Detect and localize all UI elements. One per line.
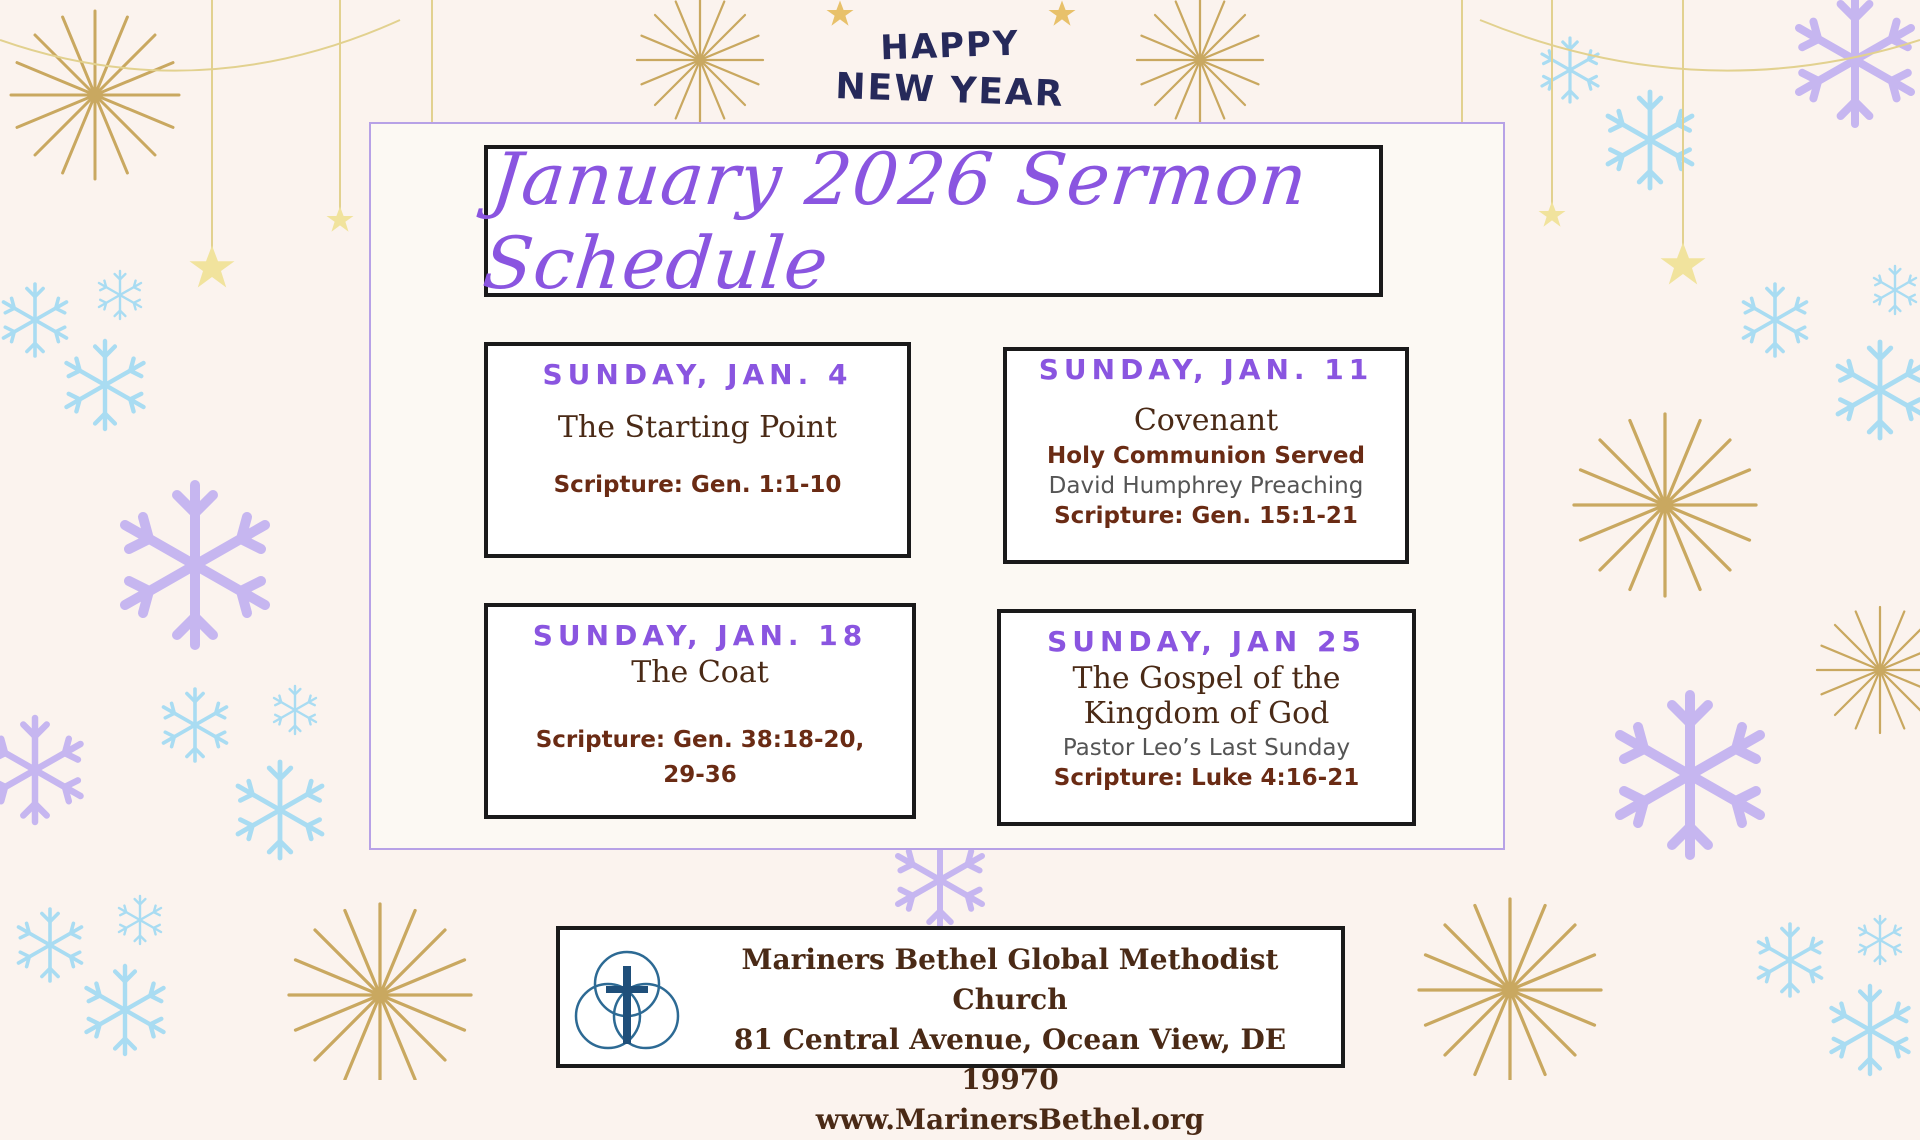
scripture-reference: Scripture: Gen. 1:1-10 — [553, 471, 842, 498]
church-name: Mariners Bethel Global Methodist Church — [741, 943, 1279, 1016]
banner-line-1: HAPPY — [879, 23, 1021, 69]
scripture-reference-line-2: 29-36 — [663, 762, 737, 789]
sermon-card-jan-25 — [997, 609, 1416, 826]
church-address: 81 Central Avenue, Ocean View, DE 19970 — [733, 1023, 1287, 1096]
card-date: SUNDAY, JAN 25 — [1047, 625, 1366, 658]
scripture-reference-line-1: Scripture: Gen. 38:18-20, — [535, 726, 865, 753]
sermon-title: The Starting Point — [557, 410, 838, 445]
pastor-note: Pastor Leo’s Last Sunday — [1062, 735, 1351, 761]
card-date: SUNDAY, JAN. 11 — [1038, 353, 1374, 386]
sermon-card-jan-4 — [484, 342, 911, 558]
church-website-link[interactable]: www.MarinersBethel.org — [815, 1103, 1205, 1136]
page-title: January 2026 Sermon Schedule — [479, 137, 1312, 305]
sermon-title: Covenant — [1133, 403, 1279, 438]
sermon-card-jan-18 — [484, 603, 916, 819]
snowflake-icon — [1542, 38, 1920, 1074]
title-box — [479, 137, 1383, 305]
snowflake-icon — [3, 271, 322, 1054]
cross-logo-icon — [570, 944, 685, 1059]
sermon-title-line-2: Kingdom of God — [1083, 695, 1330, 731]
sermon-title-line-1: The Gospel of the — [1072, 661, 1341, 696]
communion-note: Holy Communion Served — [1047, 442, 1365, 469]
happy-new-year-banner — [820, 18, 1080, 128]
preacher-note: David Humphrey Preaching — [1048, 472, 1364, 499]
scripture-reference: Scripture: Luke 4:16-21 — [1053, 765, 1360, 791]
card-date: SUNDAY, JAN. 18 — [532, 619, 868, 652]
sermon-title: The Coat — [631, 655, 769, 690]
banner-line-2: NEW YEAR — [834, 66, 1066, 115]
sermon-card-jan-11 — [1003, 347, 1409, 564]
church-info-footer — [556, 926, 1345, 1136]
scripture-reference: Scripture: Gen. 15:1-21 — [1054, 502, 1358, 529]
card-date: SUNDAY, JAN. 4 — [542, 358, 853, 391]
